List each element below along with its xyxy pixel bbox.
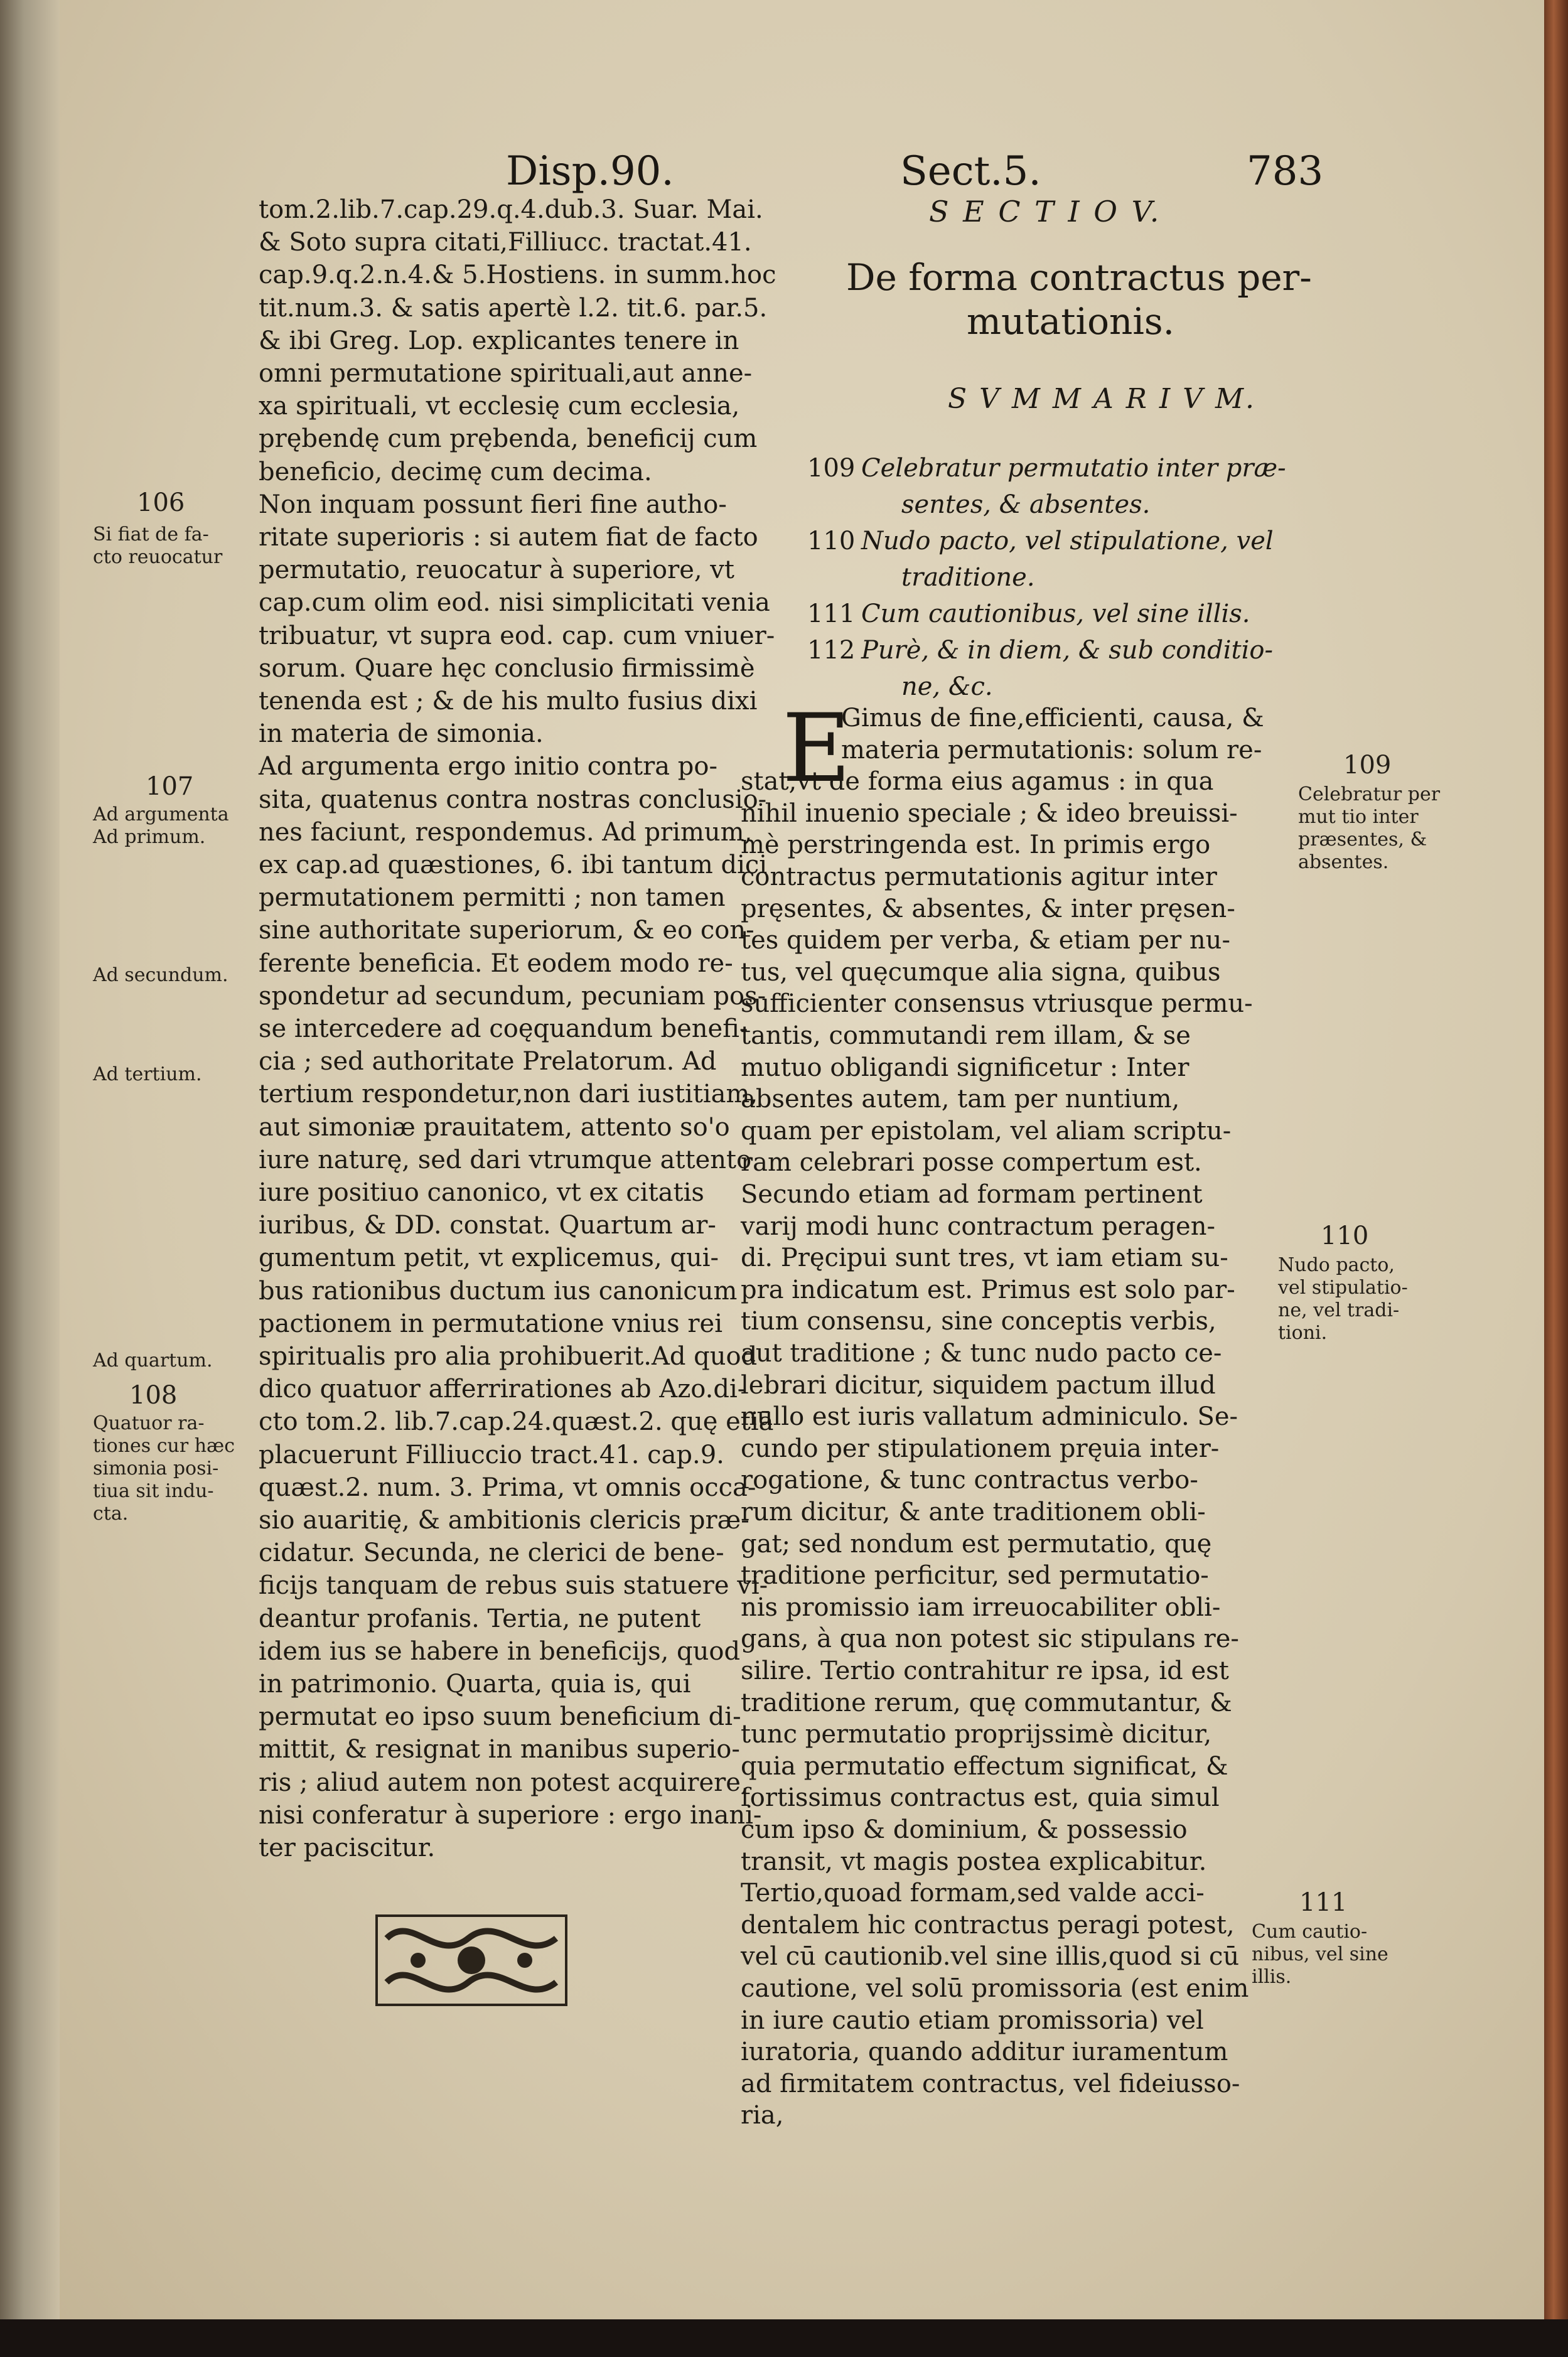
text-line: tunc permutatio proprijssimè dicitur,	[741, 1720, 1212, 1749]
text-line: nes faciunt, respondemus. Ad primum,	[259, 817, 753, 847]
text-line: nihil inuenio speciale ; & ideo breuissi-	[741, 798, 1238, 828]
text-line: Tertio,quoad formam,sed valde acci-	[741, 1879, 1205, 1908]
margin-note-106: Si fiat de fa- cto reuocatur	[93, 523, 223, 568]
text-line: dico quatuor afferrirationes ab Azo.di-	[259, 1375, 746, 1404]
margin-note-111: Cum cautio- nibus, vel sine illis.	[1252, 1921, 1388, 1988]
header-section: Sect.5.	[900, 148, 1041, 195]
text-line: in iure cautio etiam promissoria) vel	[741, 2005, 1204, 2035]
text-line: transit, vt magis postea explicabitur.	[741, 1847, 1207, 1876]
margin-note-109: Celebratur per mut tio inter præsentes, & absentes.	[1298, 783, 1441, 873]
text-line: permutat eo ipso suum beneficium di-	[259, 1702, 741, 1732]
text-line: permutatio, reuocatur à superiore, vt	[259, 556, 734, 585]
text-line: fortissimus contractus est, quia simul	[741, 1783, 1220, 1813]
summary-item-text: Purè, & in diem, & sub conditio-	[861, 636, 1273, 665]
text-line: se intercedere ad coęquandum benefi-	[259, 1014, 748, 1043]
text-line: in patrimonio. Quarta, quia is, qui	[259, 1670, 691, 1699]
text-line: rum dicitur, & ante traditionem obli-	[741, 1498, 1206, 1527]
margin-note-tertium: Ad tertium.	[93, 1063, 202, 1085]
text-line: di. Pręcipui sunt tres, vt iam etiam su-	[741, 1243, 1228, 1273]
margin-note-110: Nudo pacto, vel stipulatio- ne, vel tradi- tioni.	[1278, 1254, 1408, 1344]
text-line: ris ; aliud autem non potest acquirere,	[259, 1768, 749, 1797]
text-line: tribuatur, vt supra eod. cap. cum vniuer-	[259, 621, 775, 650]
text-line: cto tom.2. lib.7.cap.24.quæst.2. quę etiā	[259, 1407, 774, 1437]
text-line: permutationem permitti ; non tamen	[259, 883, 726, 913]
margin-number-106: 106	[137, 488, 185, 517]
page-number: 783	[1247, 148, 1324, 195]
text-line: tium consensu, sine conceptis verbis,	[741, 1307, 1216, 1336]
margin-number-110: 110	[1321, 1221, 1369, 1250]
margin-number-109: 109	[1343, 751, 1392, 780]
text-line: contractus permutationis agitur inter	[741, 862, 1217, 891]
text-line: ter paciscitur.	[259, 1834, 436, 1862]
text-line: gumentum petit, vt explicemus, qui-	[259, 1243, 719, 1273]
text-line: tenenda est ; & de his multo fusius dixi	[259, 687, 758, 716]
text-line: nisi conferatur à superiore : ergo inani-	[259, 1800, 762, 1830]
book-binding	[0, 0, 60, 2322]
text-line: materia permutationis: solum re-	[841, 735, 1262, 765]
right-column	[741, 694, 1293, 2145]
margin-number-107: 107	[146, 772, 194, 801]
drop-cap: E	[782, 694, 851, 803]
text-line: tertium respondetur,non dari iustitiam,	[259, 1080, 758, 1109]
text-line: ritate superioris : si autem fiat de facto	[259, 523, 758, 552]
text-line: iure positiuo canonico, vt ex citatis	[259, 1178, 704, 1207]
text-line: pręsentes, & absentes, & inter pręsen-	[741, 894, 1235, 923]
text-line: omni permutatione spirituali,aut anne-	[259, 359, 753, 388]
text-line: aut simoniæ prauitatem, attento so'o	[259, 1112, 730, 1142]
text-line: vel cū cautionib.vel sine illis,quod si cū	[741, 1942, 1240, 1972]
text-line: Gimus de fine,efficienti, causa, &	[841, 704, 1264, 733]
summary-item-text: sentes, & absentes.	[901, 490, 1151, 519]
text-line: cap.9.q.2.n.4.& 5.Hostiens. in summ.hoc	[259, 260, 776, 290]
text-line: cia ; sed authoritate Prelatorum. Ad	[259, 1047, 717, 1076]
text-line: iure naturę, sed dari vtrumque attento	[259, 1145, 752, 1174]
summary-item-text: Celebratur permutatio inter præ-	[861, 454, 1286, 483]
text-line: & ibi Greg. Lop. explicantes tenere in	[259, 326, 739, 355]
text-line: nullo est iuris vallatum adminiculo. Se-	[741, 1402, 1238, 1432]
decorative-ornament	[374, 1913, 569, 2007]
text-line: idem ius se habere in beneficijs, quod	[259, 1636, 741, 1666]
text-line: & Soto supra citati,Filliucc. tractat.41.	[259, 228, 752, 257]
margin-number-111: 111	[1299, 1888, 1348, 1917]
text-line: pactionem in permutatione vnius rei	[259, 1309, 723, 1338]
summary-title: S V M M A R I V M.	[948, 383, 1257, 415]
text-line: cundo per stipulationem pręuia inter-	[741, 1434, 1220, 1463]
text-line: mittit, & resignat in manibus superio-	[259, 1735, 740, 1764]
text-line: cautione, vel solū promissoria (est enim	[741, 1974, 1249, 2003]
text-line: Non inquam possunt fieri fine autho-	[259, 490, 727, 519]
summary-list	[807, 452, 1309, 701]
text-line: Secundo etiam ad formam pertinent	[741, 1180, 1203, 1209]
text-line: absentes autem, tam per nuntium,	[741, 1085, 1180, 1114]
text-line: mutuo obligandi significetur : Inter	[741, 1053, 1189, 1082]
text-line: varij modi hunc contractum peragen-	[741, 1211, 1215, 1241]
text-line: sorum. Quare hęc conclusio firmissimè	[259, 653, 755, 683]
text-line: deantur profanis. Tertia, ne putent	[259, 1604, 701, 1633]
book-edge	[1544, 0, 1568, 2357]
text-line: ad firmitatem contractus, vel fideiusso-	[741, 2069, 1240, 2098]
text-line: placuerunt Filliuccio tract.41. cap.9.	[259, 1440, 724, 1469]
text-line: tit.num.3. & satis apertè l.2. tit.6. par.5.	[259, 293, 768, 323]
text-line: tes quidem per verba, & etiam per nu-	[741, 926, 1230, 955]
text-line: tom.2.lib.7.cap.29.q.4.dub.3. Suar. Mai.	[259, 195, 763, 224]
margin-note-107: Ad argumenta Ad primum.	[93, 803, 229, 848]
section-heading-line-2: mutationis.	[967, 300, 1175, 343]
text-line: aut traditione ; & tunc nudo pacto ce-	[741, 1339, 1222, 1368]
summary-item-text: ne, &c.	[901, 672, 993, 701]
text-line: lebrari dicitur, siquidem pactum illud	[741, 1370, 1216, 1400]
text-line: pra indicatum est. Primus est solo par-	[741, 1275, 1235, 1304]
text-line: prębendę cum prębenda, beneficij cum	[259, 424, 758, 454]
text-line: stat,vt de forma eius agamus : in qua	[741, 767, 1214, 797]
text-line: bus rationibus ductum ius canonicum	[259, 1276, 738, 1306]
text-line: sine authoritate superiorum, & eo con-	[259, 916, 754, 945]
left-column	[259, 193, 776, 1863]
text-line: spondetur ad secundum, pecuniam pos-	[259, 981, 766, 1011]
text-line: dentalem hic contractus peragi potest,	[741, 1910, 1235, 1940]
text-line: mè perstringenda est. In primis ergo	[741, 830, 1211, 860]
text-line: gat; sed nondum est permutatio, quę	[741, 1529, 1212, 1559]
margin-note-secundum: Ad secundum.	[93, 964, 228, 986]
text-line: spiritualis pro alia prohibuerit.Ad quod	[259, 1342, 758, 1371]
text-line: quia permutatio effectum significat, &	[741, 1751, 1228, 1781]
text-line: traditione perficitur, sed permutatio-	[741, 1561, 1209, 1591]
text-line: quæst.2. num. 3. Prima, vt omnis occa-	[259, 1473, 756, 1502]
text-line: Ad argumenta ergo initio contra po-	[259, 752, 717, 781]
text-line: beneficio, decimę cum decima.	[259, 457, 652, 486]
summary-number: 109	[807, 454, 856, 483]
text-line: rogatione, & tunc contractus verbo-	[741, 1466, 1198, 1495]
text-line: tus, vel quęcumque alia signa, quibus	[741, 957, 1221, 987]
text-line: sufficienter consensus vtriusque permu-	[741, 989, 1253, 1019]
summary-number: 111	[807, 599, 856, 628]
text-line: tantis, commutandi rem illam, & se	[741, 1021, 1191, 1050]
section-title: S E C T I O V.	[929, 195, 1162, 228]
text-line: cidatur. Secunda, ne clerici de bene-	[259, 1538, 724, 1568]
summary-number: 112	[807, 636, 856, 665]
text-line: ram celebrari posse compertum est.	[741, 1148, 1202, 1178]
text-line: nis promissio iam irreuocabiliter obli-	[741, 1592, 1221, 1622]
text-line: iuratoria, quando additur iuramentum	[741, 2038, 1228, 2067]
margin-number-108: 108	[129, 1381, 178, 1410]
text-line: cap.cum olim eod. nisi simplicitati venia	[259, 588, 770, 618]
text-line: ficijs tanquam de rebus suis statuere vi-	[259, 1571, 768, 1601]
section-heading-line-1: De forma contractus per-	[846, 256, 1312, 299]
page-shadow	[0, 2319, 1568, 2357]
summary-item-text: Cum cautionibus, vel sine illis.	[861, 599, 1250, 628]
text-line: sio auaritię, & ambitionis clericis præ-	[259, 1506, 749, 1535]
margin-note-quartum: Ad quartum.	[93, 1350, 213, 1372]
text-line: ferente beneficia. Et eodem modo re-	[259, 948, 733, 978]
text-line: silire. Tertio contrahitur re ipsa, id est	[741, 1656, 1229, 1685]
text-line: xa spirituali, vt ecclesię cum ecclesia,	[259, 392, 740, 421]
summary-item-text: Nudo pacto, vel stipulatione, vel	[861, 527, 1274, 556]
text-line: cum ipso & dominium, & possessio	[741, 1815, 1188, 1844]
text-line: ria,	[741, 2101, 784, 2130]
text-line: in materia de simonia.	[259, 719, 544, 749]
text-line: iuribus, & DD. constat. Quartum ar-	[259, 1211, 716, 1240]
header-disputation: Disp.90.	[506, 148, 674, 195]
text-line: quam per epistolam, vel aliam scriptu-	[741, 1116, 1232, 1146]
summary-number: 110	[807, 527, 856, 556]
text-line: ex cap.ad quæstiones, 6. ibi tantum dici	[259, 851, 768, 879]
text-line: sita, quatenus contra nostras conclusio-	[259, 785, 767, 814]
text-line: traditione rerum, quę commutantur, &	[741, 1688, 1232, 1717]
summary-item-text: traditione.	[901, 563, 1035, 592]
margin-note-108: Quatuor ra- tiones cur hæc simonia posi- tiua sit indu- cta.	[93, 1412, 235, 1525]
text-line: gans, à qua non potest sic stipulans re-	[741, 1624, 1239, 1654]
